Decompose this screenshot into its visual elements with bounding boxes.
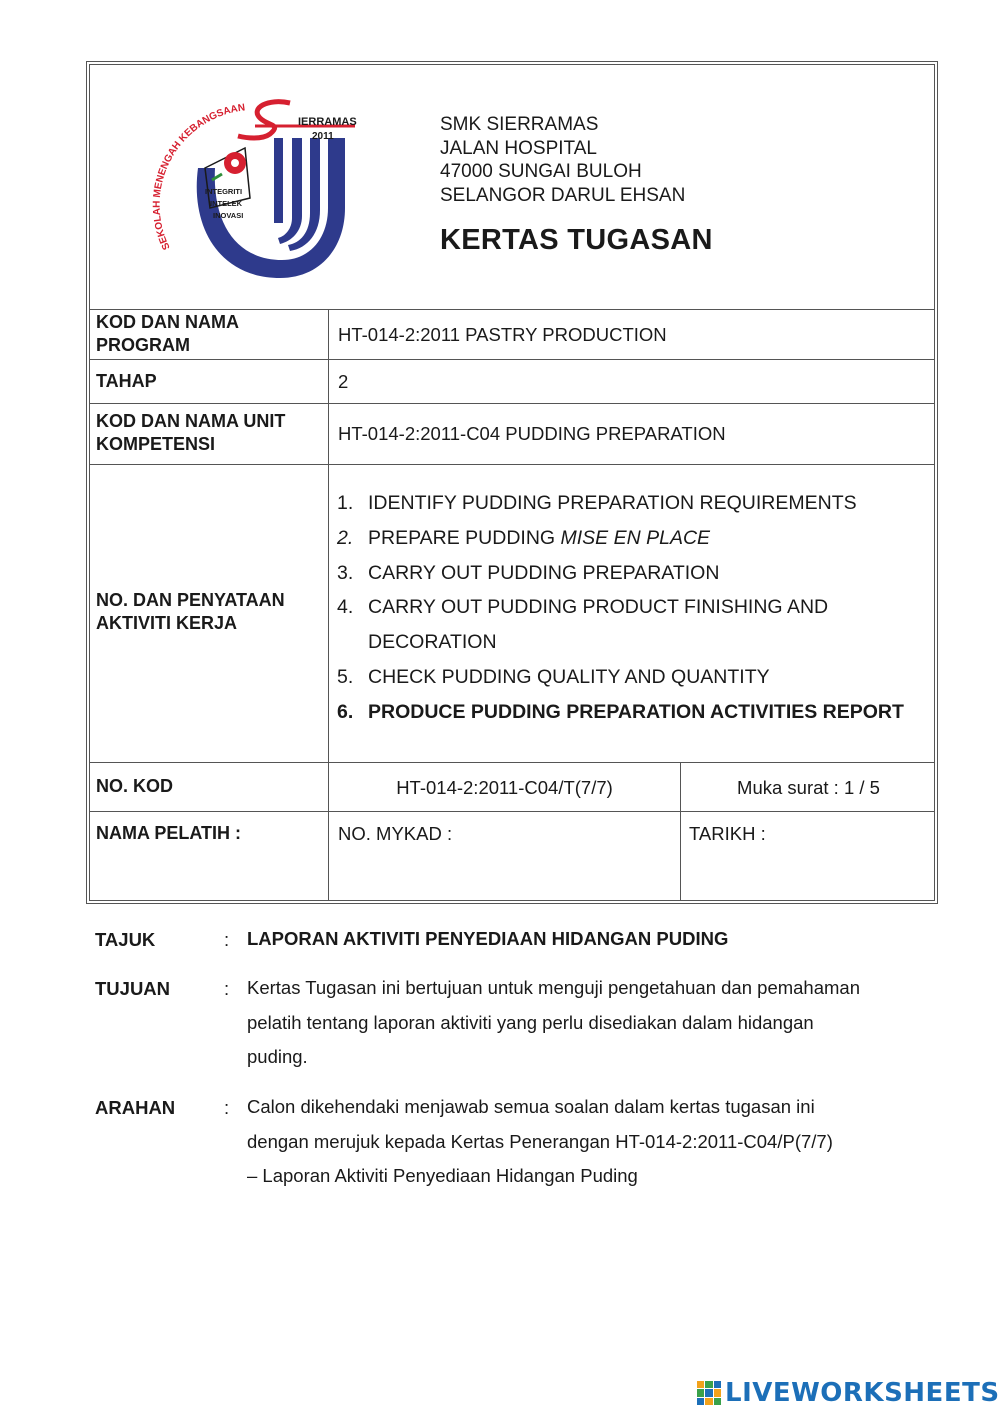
logo-motto-3: INOVASI	[213, 211, 244, 220]
table-divider	[89, 403, 935, 404]
table-divider	[89, 359, 935, 360]
logo-arc-text: SEKOLAH MENENGAH KEBANGSAAN	[151, 102, 246, 252]
arahan-colon: :	[224, 1097, 230, 1118]
tujuan-colon: :	[224, 978, 230, 999]
mykad-label: NO. MYKAD :	[338, 823, 453, 844]
logo-s-mark	[238, 102, 290, 138]
liveworksheets-logo	[697, 1378, 1000, 1408]
program-value: HT-014-2:2011 PASTRY PRODUCTION	[338, 324, 667, 345]
document-title: KERTAS TUGASAN	[440, 224, 713, 256]
arahan-key: ARAHAN	[95, 1097, 176, 1118]
address-line: 47000 SUNGAI BULOH	[440, 161, 642, 182]
program-label: KOD DAN NAMA PROGRAM	[96, 312, 239, 355]
liveworksheets-brand: LIVEWORKSHEETS	[725, 1378, 1000, 1408]
logo-stripe-3	[274, 138, 283, 223]
unit-label: KOD DAN NAMA UNIT KOMPETENSI	[96, 411, 286, 454]
address-line: SELANGOR DARUL EHSAN	[440, 184, 686, 206]
address-line: JALAN HOSPITAL	[440, 137, 597, 159]
tujuan-value: Kertas Tugasan ini bertujuan untuk menguji pengetahuan dan pemahaman pelatih tentang laporan aktiviti yang perlu disediakan dalam hidangan puding.	[247, 977, 860, 1067]
tajuk-key: TAJUK	[95, 929, 156, 950]
no-kod-value: HT-014-2:2011-C04/T(7/7)	[396, 777, 613, 798]
tahap-label: TAHAP	[96, 371, 157, 391]
logo-motto-2: INTELEK	[210, 199, 243, 208]
page-number: Muka surat : 1 / 5	[737, 777, 880, 798]
tajuk-value: LAPORAN AKTIVITI PENYEDIAAN HIDANGAN PUDING	[247, 928, 729, 949]
school-address	[440, 113, 685, 207]
table-divider	[89, 762, 935, 763]
nama-pelatih-label: NAMA PELATIH :	[96, 823, 241, 843]
tahap-value: 2	[338, 371, 349, 392]
activity-label: NO. DAN PENYATAAN AKTIVITI KERJA	[96, 590, 285, 633]
tarikh-label: TARIKH :	[689, 823, 766, 844]
no-kod-label: NO. KOD	[96, 776, 174, 796]
table-divider	[89, 464, 935, 465]
logo-motto-1: INTEGRITI	[205, 187, 243, 196]
liveworksheets-grid-icon	[697, 1381, 721, 1405]
table-divider	[89, 309, 935, 310]
logo-year-text: 2011	[312, 131, 334, 142]
arahan-value: Calon dikehendaki menjawab semua soalan dalam kertas tugasan ini dengan merujuk kepada Kertas Penerangan HT-014-2:2011-C04/P(7/7) – Laporan Aktiviti Penyediaan Hidangan Puding	[247, 1096, 833, 1186]
tujuan-key: TUJUAN	[95, 978, 171, 999]
table-column-divider	[328, 309, 329, 901]
logo-name-text: IERRAMAS	[298, 116, 357, 128]
logo-swoosh	[197, 138, 345, 278]
unit-value: HT-014-2:2011-C04 PUDDING PREPARATION	[338, 423, 726, 444]
table-divider	[89, 811, 935, 812]
address-line: SMK SIERRAMAS	[440, 114, 599, 135]
tajuk-colon: :	[224, 929, 230, 950]
school-logo	[150, 98, 360, 288]
